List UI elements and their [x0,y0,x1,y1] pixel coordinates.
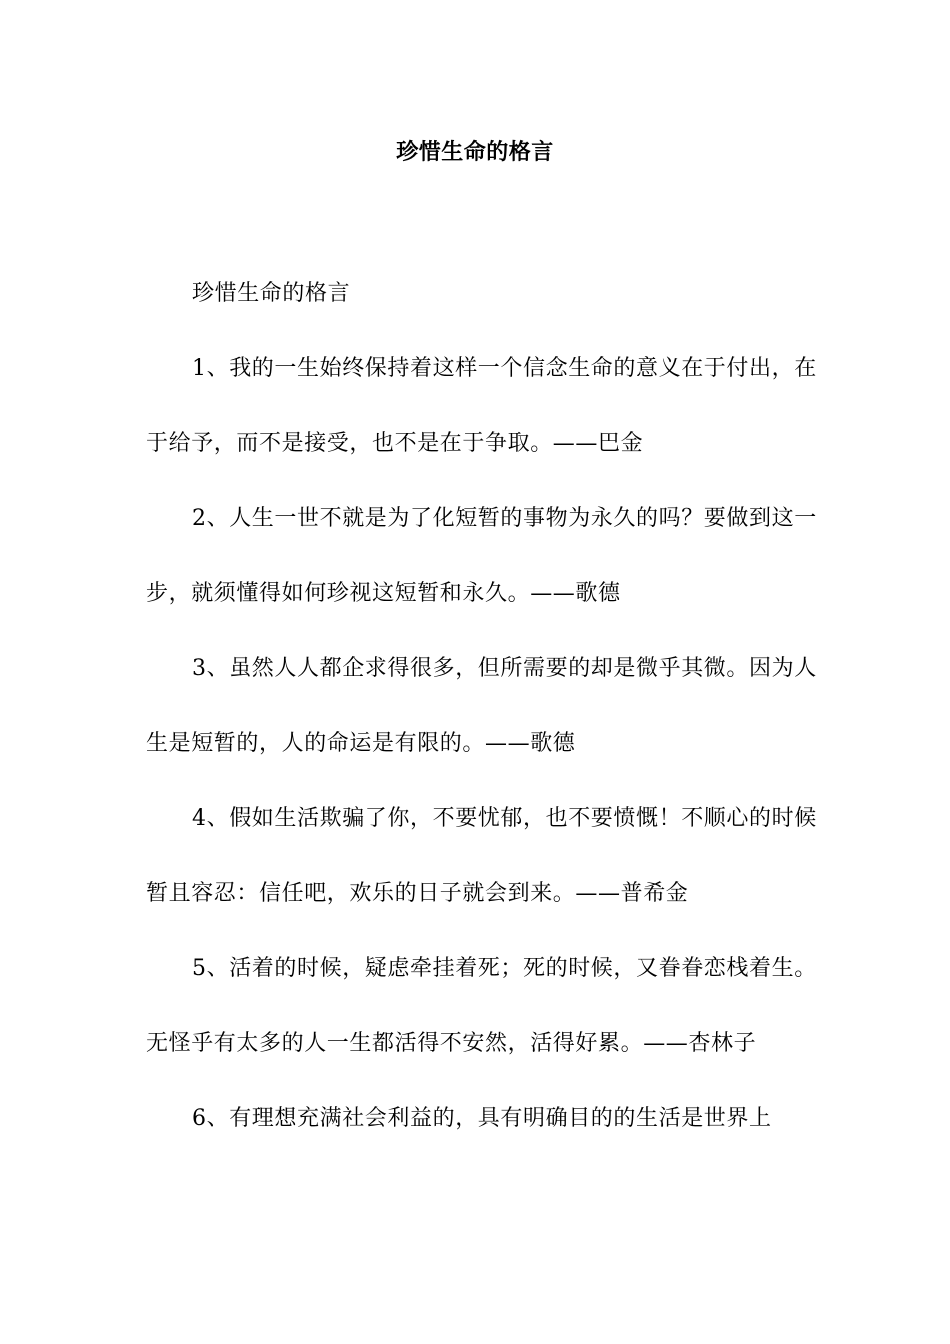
quote-paragraph-3: 3、虽然人人都企求得很多，但所需要的却是微乎其微。因为人生是短暂的，人的命运是有限的。——歌德 [146,656,817,756]
document-title: 珍惜生命的格言 [396,139,554,165]
document-body [146,256,818,1156]
quote-paragraph-2: 2、人生一世不就是为了化短暂的事物为永久的吗？要做到这一步，就须懂得如何珍视这短暂和永久。——歌德 [146,506,817,606]
quote-paragraph-1: 1、我的一生始终保持着这样一个信念生命的意义在于付出，在于给予，而不是接受，也不是在于争取。——巴金 [146,356,817,456]
section-heading: 珍惜生命的格言 [192,281,351,306]
quote-paragraph-4: 4、假如生活欺骗了你，不要忧郁，也不要愤慨！不顺心的时候暂且容忍：信任吧，欢乐的日子就会到来。——普希金 [146,806,817,906]
quote-paragraph-6: 6、有理想充满社会利益的，具有明确目的的生活是世界上 [192,1106,772,1131]
quote-paragraph-5: 5、活着的时候，疑虑牵挂着死；死的时候，又眷眷恋栈着生。无怪乎有太多的人一生都活得不安然，活得好累。——杏林子 [146,956,817,1056]
